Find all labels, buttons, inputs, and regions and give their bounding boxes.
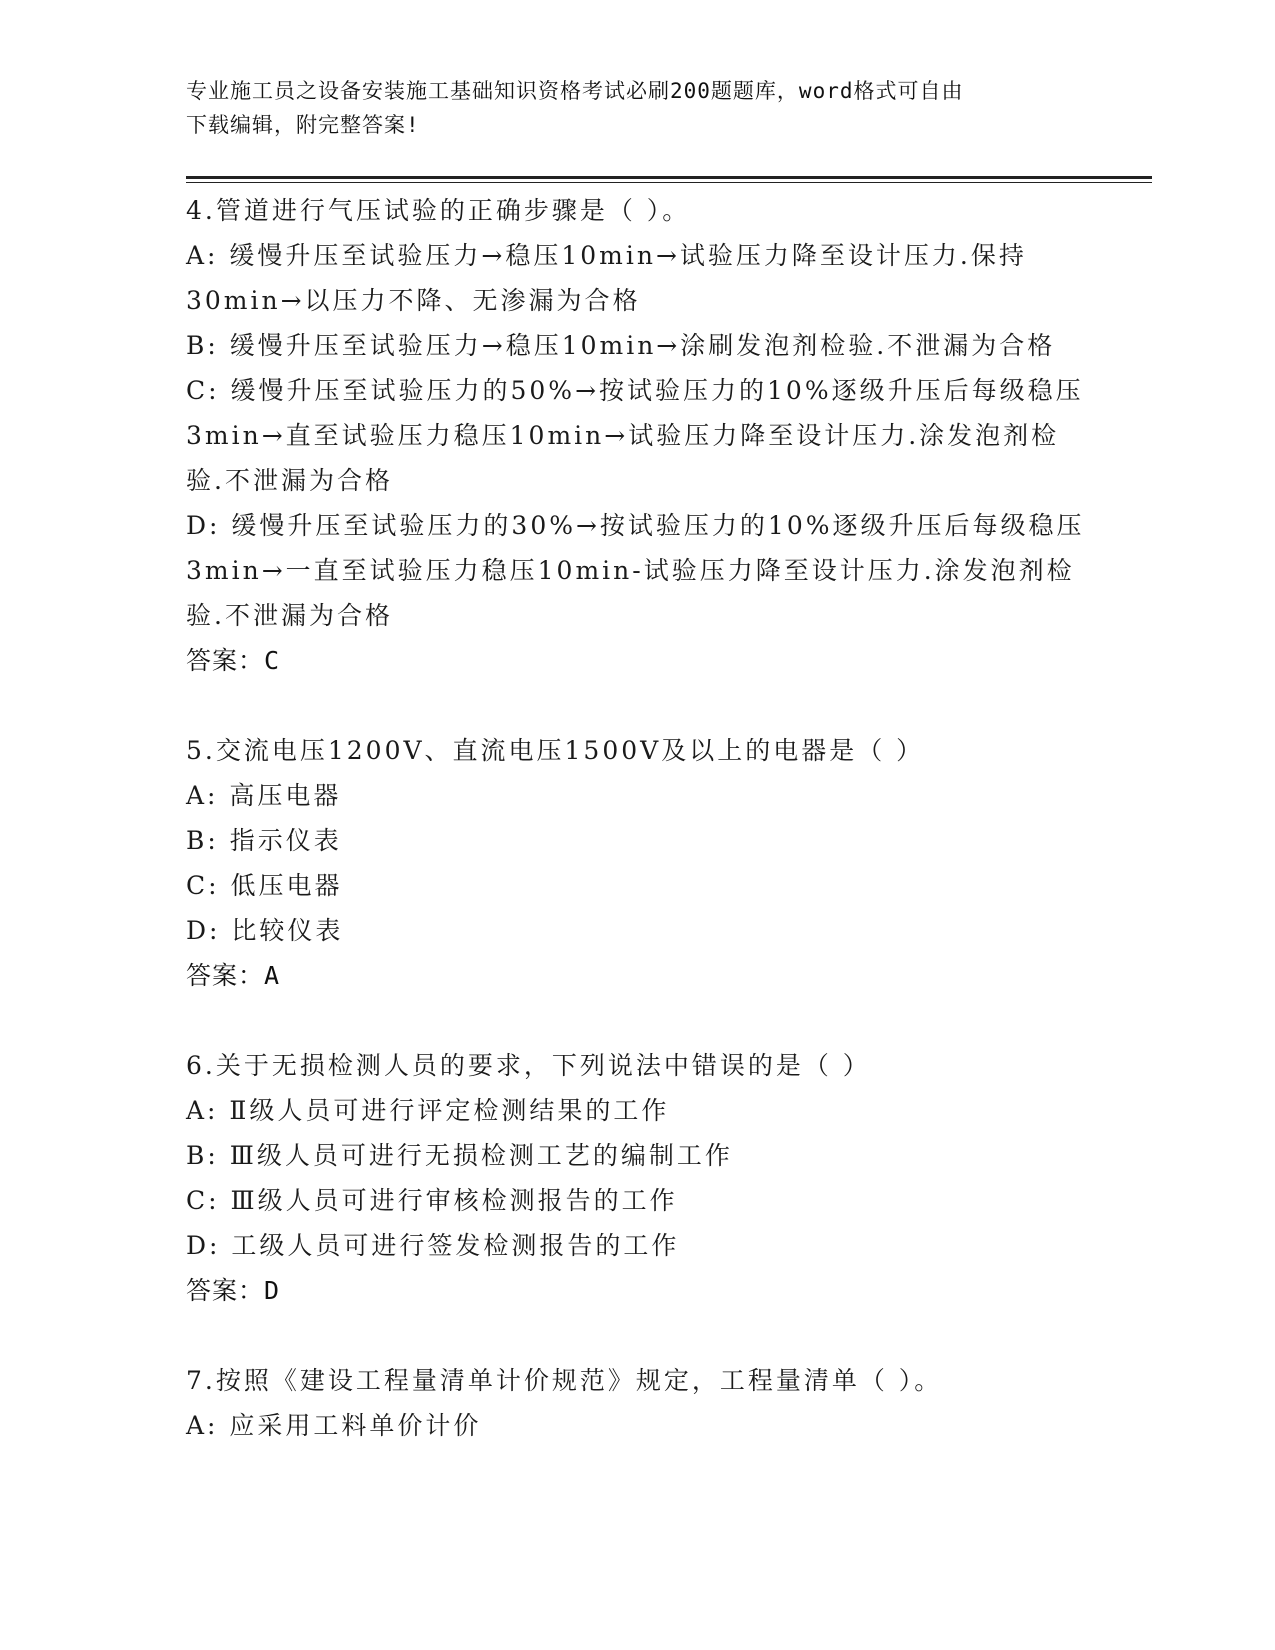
question-4 — [186, 188, 1086, 683]
option-d: D: 工级人员可进行签发检测报告的工作 — [186, 1231, 680, 1260]
answer: 答案：C — [186, 646, 281, 675]
question-stem: 7.按照《建设工程量清单计价规范》规定，工程量清单（ ）。 — [186, 1366, 943, 1395]
question-stem: 5.交流电压1200V、直流电压1500V及以上的电器是（ ） — [186, 736, 925, 765]
answer: 答案：A — [186, 961, 281, 990]
option-a: A: 应采用工料单价计价 — [186, 1411, 482, 1440]
header-divider-thin — [186, 182, 1152, 183]
document-header: 专业施工员之设备安装施工基础知识资格考试必刷200题题库，word格式可自由 下载编辑，附完整答案! — [186, 79, 964, 137]
option-a: A: Ⅱ级人员可进行评定检测结果的工作 — [186, 1096, 670, 1125]
option-d: D: 比较仪表 — [186, 916, 344, 945]
question-stem: 4.管道进行气压试验的正确步骤是（ ）。 — [186, 196, 691, 225]
question-7 — [186, 1358, 1086, 1448]
option-b: B: Ⅲ级人员可进行无损检测工艺的编制工作 — [186, 1141, 733, 1170]
option-c: C: 缓慢升压至试验压力的50%→按试验压力的10%逐级升压后每级稳压3min→直至试验压力稳压10min→试验压力降至设计压力.涂发泡剂检验.不泄漏为合格 — [186, 376, 1084, 495]
question-list — [186, 188, 1086, 1493]
question-stem: 6.关于无损检测人员的要求，下列说法中错误的是（ ） — [186, 1051, 871, 1080]
answer: 答案：D — [186, 1276, 281, 1305]
question-5 — [186, 728, 1086, 998]
question-6 — [186, 1043, 1086, 1313]
option-d: D: 缓慢升压至试验压力的30%→按试验压力的10%逐级升压后每级稳压3min→一直至试验压力稳压10min-试验压力降至设计压力.涂发泡剂检验.不泄漏为合格 — [186, 511, 1085, 630]
option-b: B: 缓慢升压至试验压力→稳压10min→涂刷发泡剂检验.不泄漏为合格 — [186, 331, 1056, 360]
header-divider-thick — [186, 176, 1152, 179]
option-a: A: 缓慢升压至试验压力→稳压10min→试验压力降至设计压力.保持30min→以压力不降、无渗漏为合格 — [186, 241, 1027, 315]
option-c: C: Ⅲ级人员可进行审核检测报告的工作 — [186, 1186, 678, 1215]
option-a: A: 高压电器 — [186, 781, 342, 810]
option-b: B: 指示仪表 — [186, 826, 342, 855]
option-c: C: 低压电器 — [186, 871, 343, 900]
